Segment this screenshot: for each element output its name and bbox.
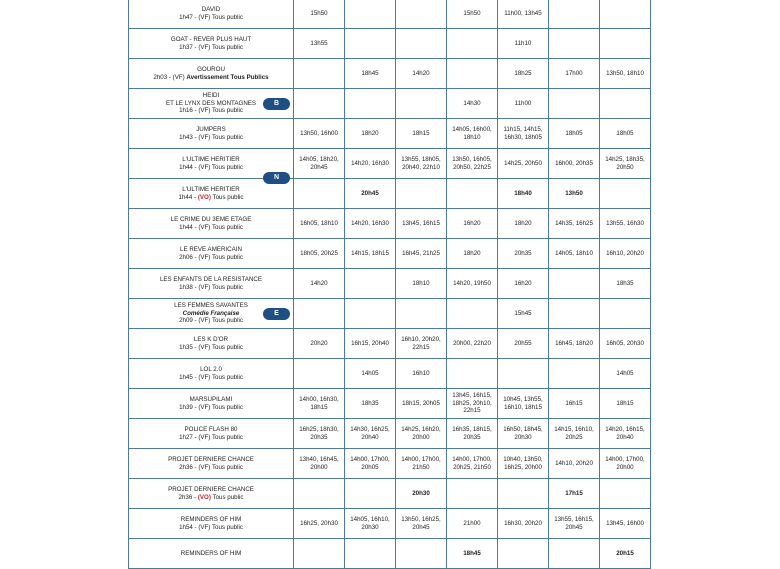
showtime-cell[interactable]: 18h35 (345, 389, 396, 419)
showtime-cell[interactable]: 14h10, 20h20 (549, 449, 600, 479)
film-info: 2h06 - (VF) Tous public (179, 253, 243, 261)
film-info: 1h44 - (VF) Tous public (179, 223, 243, 231)
showtime-cell (396, 299, 447, 329)
showtime-cell[interactable]: 18h15, 20h05 (396, 389, 447, 419)
table-row (129, 299, 651, 329)
showtime-cell[interactable]: 18h40 (498, 179, 549, 209)
film-info (129, 74, 293, 82)
film-subtitle: Comédie Française (182, 309, 240, 317)
showtime-cell[interactable]: 16h15 (549, 389, 600, 419)
film-title: LOL 2.0 (200, 366, 222, 373)
film-cell (129, 419, 294, 449)
table-row (129, 59, 651, 89)
showtime-cell[interactable]: 11h00 (498, 89, 549, 119)
showtime-cell[interactable]: 14h20, 19h50 (447, 269, 498, 299)
film-cell (129, 509, 294, 539)
showtime-cell[interactable]: 18h45 (345, 59, 396, 89)
showtime-cell (294, 179, 345, 209)
showtime-cell (396, 0, 447, 29)
showtime-cell (294, 59, 345, 89)
showtime-cell[interactable]: 16h45, 18h20 (549, 329, 600, 359)
version-vo: (VO) (197, 193, 211, 201)
film-cell (129, 89, 294, 119)
showtime-cell[interactable]: 14h15, 16h10, 20h25 (549, 419, 600, 449)
film-title: L'ULTIME HERITIER (182, 186, 240, 193)
showtime-cell[interactable]: 15h50 (447, 0, 498, 29)
showtime-cell[interactable]: 15h45 (498, 299, 549, 329)
showtime-cell[interactable]: 14h20, 16h30 (345, 209, 396, 239)
info-prefix: 1h44 - (178, 193, 198, 201)
showtime-cell (549, 359, 600, 389)
showtime-cell[interactable]: 16h35, 18h15, 20h35 (447, 419, 498, 449)
showtime-cell[interactable]: 16h10, 20h20 (600, 239, 651, 269)
showtime-cell[interactable]: 13h55, 16h30 (600, 209, 651, 239)
film-title: LES FEMMES SAVANTES (174, 302, 248, 310)
showtime-cell (600, 479, 651, 509)
showtime-cell (498, 359, 549, 389)
info-prefix: 2h03 - (VF) (153, 73, 187, 81)
film-cell (129, 29, 294, 59)
film-title: HEIDI (202, 92, 220, 100)
showtime-cell (447, 359, 498, 389)
showtime-cell (396, 539, 447, 569)
info-suffix: Tous public (210, 493, 244, 501)
showtime-cell[interactable]: 20h55 (498, 329, 549, 359)
showtime-cell[interactable]: 18h35 (600, 269, 651, 299)
showtime-cell[interactable]: 11h10 (498, 29, 549, 59)
table-row (129, 269, 651, 299)
showtime-cell[interactable]: 20h20 (294, 329, 345, 359)
showtime-cell[interactable]: 18h05 (600, 119, 651, 149)
showtime-cell (447, 479, 498, 509)
film-cell (129, 329, 294, 359)
showtime-cell[interactable]: 16h30, 20h20 (498, 509, 549, 539)
showtime-cell[interactable]: 14h00, 16h30, 18h15 (294, 389, 345, 419)
showtime-cell[interactable]: 14h20 (294, 269, 345, 299)
info-suffix: Tous public (210, 193, 244, 201)
showtime-cell[interactable]: 18h05, 20h25 (294, 239, 345, 269)
film-cell (129, 389, 294, 419)
showtime-cell (447, 29, 498, 59)
showtime-cell[interactable]: 18h20 (447, 239, 498, 269)
table-row (129, 329, 651, 359)
showtime-cell (396, 89, 447, 119)
film-cell (129, 0, 294, 29)
film-cell (129, 59, 294, 89)
showtime-cell[interactable]: 14h20 (396, 59, 447, 89)
showtime-cell (345, 29, 396, 59)
film-cell (129, 119, 294, 149)
version-vo: (VO) (197, 493, 211, 501)
showtime-cell[interactable]: 10h45, 13h55, 16h10, 18h15 (498, 389, 549, 419)
table-row (129, 419, 651, 449)
film-cell (129, 239, 294, 269)
showtime-cell[interactable]: 13h50, 16h00 (294, 119, 345, 149)
showtime-cell[interactable]: 10h40, 13h50, 16h25, 20h00 (498, 449, 549, 479)
table-row (129, 209, 651, 239)
showtime-cell[interactable]: 18h20 (498, 209, 549, 239)
film-cell (129, 149, 294, 179)
showtime-cell[interactable]: 11h15, 14h15, 16h30, 18h05 (498, 119, 549, 149)
film-title: LE CRIME DU 3EME ETAGE (170, 216, 252, 223)
film-title: MARSUPILAMI (189, 396, 233, 403)
film-info: 1h35 - (VF) Tous public (179, 343, 243, 351)
film-cell (129, 269, 294, 299)
film-info: 1h47 - (VF) Tous public (179, 13, 243, 21)
showtime-cell[interactable]: 14h25, 18h35, 20h50 (600, 149, 651, 179)
showtime-cell (345, 539, 396, 569)
showtime-cell[interactable]: 20h30 (396, 479, 447, 509)
info-note: Avertissement Tous Publics (186, 73, 269, 81)
showtime-cell[interactable]: 16h45, 21h25 (396, 239, 447, 269)
film-info: 1h43 - (VF) Tous public (179, 133, 243, 141)
film-title: PROJET DERNIERE CHANCE (168, 486, 254, 493)
table-row (129, 0, 651, 29)
showtime-cell[interactable]: 13h50, 16h05, 20h50, 22h25 (447, 149, 498, 179)
showtime-cell[interactable]: 14h30 (447, 89, 498, 119)
film-cell (129, 209, 294, 239)
showtime-cell (345, 89, 396, 119)
table-row (129, 179, 651, 209)
showtime-cell (396, 29, 447, 59)
badge-b[interactable]: B (263, 98, 290, 110)
showtime-cell (447, 59, 498, 89)
showtime-cell (447, 299, 498, 329)
showtime-cell (345, 269, 396, 299)
film-title: DAVID (201, 6, 221, 13)
showtime-cell[interactable]: 14h00, 17h00, 20h25, 21h50 (447, 449, 498, 479)
film-title: GOAT - REVER PLUS HAUT (170, 36, 252, 43)
table-row (129, 389, 651, 419)
table-row (129, 149, 651, 179)
showtime-cell[interactable]: 14h00, 17h00, 20h05 (345, 449, 396, 479)
showtime-cell (549, 539, 600, 569)
showtime-cell[interactable]: 17h00 (549, 59, 600, 89)
showtime-cell[interactable]: 16h05, 20h30 (600, 329, 651, 359)
schedule-table (128, 0, 651, 569)
showtime-cell[interactable]: 21h00 (447, 509, 498, 539)
showtime-cell[interactable]: 13h40, 16h45, 20h00 (294, 449, 345, 479)
showtime-cell (396, 179, 447, 209)
film-title: POLICE FLASH 80 (184, 426, 238, 433)
film-title: REMINDERS OF HIM (180, 516, 242, 523)
table-row (129, 119, 651, 149)
showtime-cell[interactable]: 18h25 (498, 59, 549, 89)
showtime-cell[interactable]: 16h20 (447, 209, 498, 239)
showtime-cell[interactable]: 16h50, 18h45, 20h30 (498, 419, 549, 449)
showtime-cell[interactable]: 14h05, 18h20, 20h45 (294, 149, 345, 179)
film-info: 2h36 - (VF) Tous public (179, 463, 243, 471)
showtime-cell[interactable]: 20h00, 22h20 (447, 329, 498, 359)
showtime-cell[interactable]: 16h25, 18h30, 20h35 (294, 419, 345, 449)
showtime-cell (549, 89, 600, 119)
showtime-cell[interactable]: 13h55, 16h15, 20h45 (549, 509, 600, 539)
film-info: 1h54 - (VF) Tous public (179, 523, 243, 531)
showtime-cell[interactable]: 14h05, 16h00, 18h10 (447, 119, 498, 149)
showtime-cell (294, 359, 345, 389)
showtime-cell[interactable]: 13h55, 18h05, 20h40, 22h10 (396, 149, 447, 179)
showtime-cell[interactable]: 14h00, 17h00, 21h50 (396, 449, 447, 479)
showtime-cell (345, 0, 396, 29)
showtime-cell[interactable]: 14h05 (600, 359, 651, 389)
film-info: 1h16 - (VF) Tous public (179, 107, 243, 115)
table-row (129, 89, 651, 119)
badge-n[interactable]: N (263, 172, 290, 184)
showtime-cell (549, 299, 600, 329)
showtime-cell (600, 0, 651, 29)
showtime-cell (345, 479, 396, 509)
showtime-cell (498, 479, 549, 509)
film-title: LES K D'OR (193, 336, 229, 343)
film-info: 1h39 - (VF) Tous public (179, 403, 243, 411)
showtime-cell (549, 29, 600, 59)
showtime-cell[interactable]: 13h55 (294, 29, 345, 59)
showtime-cell (447, 179, 498, 209)
table-row (129, 359, 651, 389)
film-title: LES ENFANTS DE LA RESISTANCE (159, 276, 262, 283)
table-row (129, 449, 651, 479)
showtime-cell (549, 269, 600, 299)
showtime-cell[interactable]: 14h05, 16h10, 20h30 (345, 509, 396, 539)
film-info (129, 494, 293, 502)
showtime-cell[interactable]: 18h20 (345, 119, 396, 149)
film-title: REMINDERS OF HIM (180, 549, 242, 557)
showtime-cell (600, 89, 651, 119)
film-title-line2: ET LE LYNX DES MONTAGNES (165, 99, 257, 107)
film-title: PROJET DERNIERE CHANCE (168, 456, 254, 463)
showtime-cell[interactable]: 14h25, 16h20, 20h00 (396, 419, 447, 449)
film-cell (129, 359, 294, 389)
showtime-cell[interactable]: 13h50 (549, 179, 600, 209)
showtime-cell[interactable]: 11h00, 13h45 (498, 0, 549, 29)
showtime-cell[interactable]: 14h05 (345, 359, 396, 389)
showtime-cell (294, 299, 345, 329)
film-title: GOUROU (197, 66, 225, 73)
showtime-cell[interactable]: 14h35, 16h25 (549, 209, 600, 239)
showtime-cell[interactable]: 16h25, 20h30 (294, 509, 345, 539)
film-info (129, 194, 293, 202)
showtime-cell[interactable]: 18h45 (447, 539, 498, 569)
showtime-cell[interactable]: 20h35 (498, 239, 549, 269)
film-title: JUMPERS (196, 126, 226, 133)
showtime-cell[interactable]: 14h25, 20h50 (498, 149, 549, 179)
showtime-cell[interactable]: 16h10 (396, 359, 447, 389)
showtime-cell (345, 299, 396, 329)
badge-e[interactable]: E (263, 308, 290, 320)
showtime-cell[interactable]: 13h45, 16h00 (600, 509, 651, 539)
showtime-cell[interactable]: 14h15, 18h15 (345, 239, 396, 269)
film-title: L'ULTIME HERITIER (182, 156, 240, 163)
film-info: 1h45 - (VF) Tous public (179, 373, 243, 381)
film-cell (129, 539, 294, 569)
showtime-cell[interactable]: 14h20, 16h30 (345, 149, 396, 179)
film-cell (129, 449, 294, 479)
showtime-cell (294, 539, 345, 569)
table-row (129, 479, 651, 509)
showtime-cell[interactable]: 13h45, 16h15, 18h25, 20h10, 22h15 (447, 389, 498, 419)
showtime-cell[interactable]: 14h20, 16h15, 20h40 (600, 419, 651, 449)
film-info: 1h27 - (VF) Tous public (179, 433, 243, 441)
showtime-cell[interactable]: 16h00, 20h35 (549, 149, 600, 179)
table-row (129, 509, 651, 539)
showtime-cell[interactable]: 20h45 (345, 179, 396, 209)
film-info: 1h38 - (VF) Tous public (179, 283, 243, 291)
showtime-cell[interactable]: 16h20 (498, 269, 549, 299)
film-cell (129, 479, 294, 509)
showtime-cell[interactable]: 18h15 (600, 389, 651, 419)
showtime-cell (294, 89, 345, 119)
showtime-cell[interactable]: 13h45, 16h15 (396, 209, 447, 239)
showtime-cell (549, 0, 600, 29)
film-title: LE REVE AMERICAIN (180, 246, 242, 253)
showtime-cell[interactable]: 16h05, 18h10 (294, 209, 345, 239)
showtime-cell[interactable]: 18h15 (396, 119, 447, 149)
showtime-cell[interactable]: 14h00, 17h00, 20h00 (600, 449, 651, 479)
showtime-cell[interactable]: 20h15 (600, 539, 651, 569)
info-prefix: 2h36 - (178, 493, 198, 501)
showtime-cell (600, 299, 651, 329)
showtime-cell[interactable]: 13h50, 18h10 (600, 59, 651, 89)
showtime-cell[interactable]: 15h50 (294, 0, 345, 29)
showtime-cell (600, 179, 651, 209)
showtime-cell[interactable]: 18h05 (549, 119, 600, 149)
table-row (129, 29, 651, 59)
showtime-cell[interactable]: 17h15 (549, 479, 600, 509)
table-row (129, 539, 651, 569)
film-cell (129, 299, 294, 329)
showtime-cell[interactable]: 16h10, 20h20, 22h15 (396, 329, 447, 359)
film-info: 2h09 - (VF) Tous public (179, 317, 243, 325)
film-info: 1h37 - (VF) Tous public (179, 43, 243, 51)
showtime-cell[interactable]: 18h10 (396, 269, 447, 299)
table-row (129, 239, 651, 269)
showtime-cell (294, 479, 345, 509)
showtime-cell[interactable]: 14h05, 18h10 (549, 239, 600, 269)
showtime-cell (498, 539, 549, 569)
showtime-cell (600, 29, 651, 59)
showtime-cell[interactable]: 16h15, 20h40 (345, 329, 396, 359)
showtime-cell[interactable]: 13h50, 16h25, 20h45 (396, 509, 447, 539)
showtime-cell[interactable]: 14h30, 16h25, 20h40 (345, 419, 396, 449)
film-info: 1h44 - (VF) Tous public (179, 163, 243, 171)
